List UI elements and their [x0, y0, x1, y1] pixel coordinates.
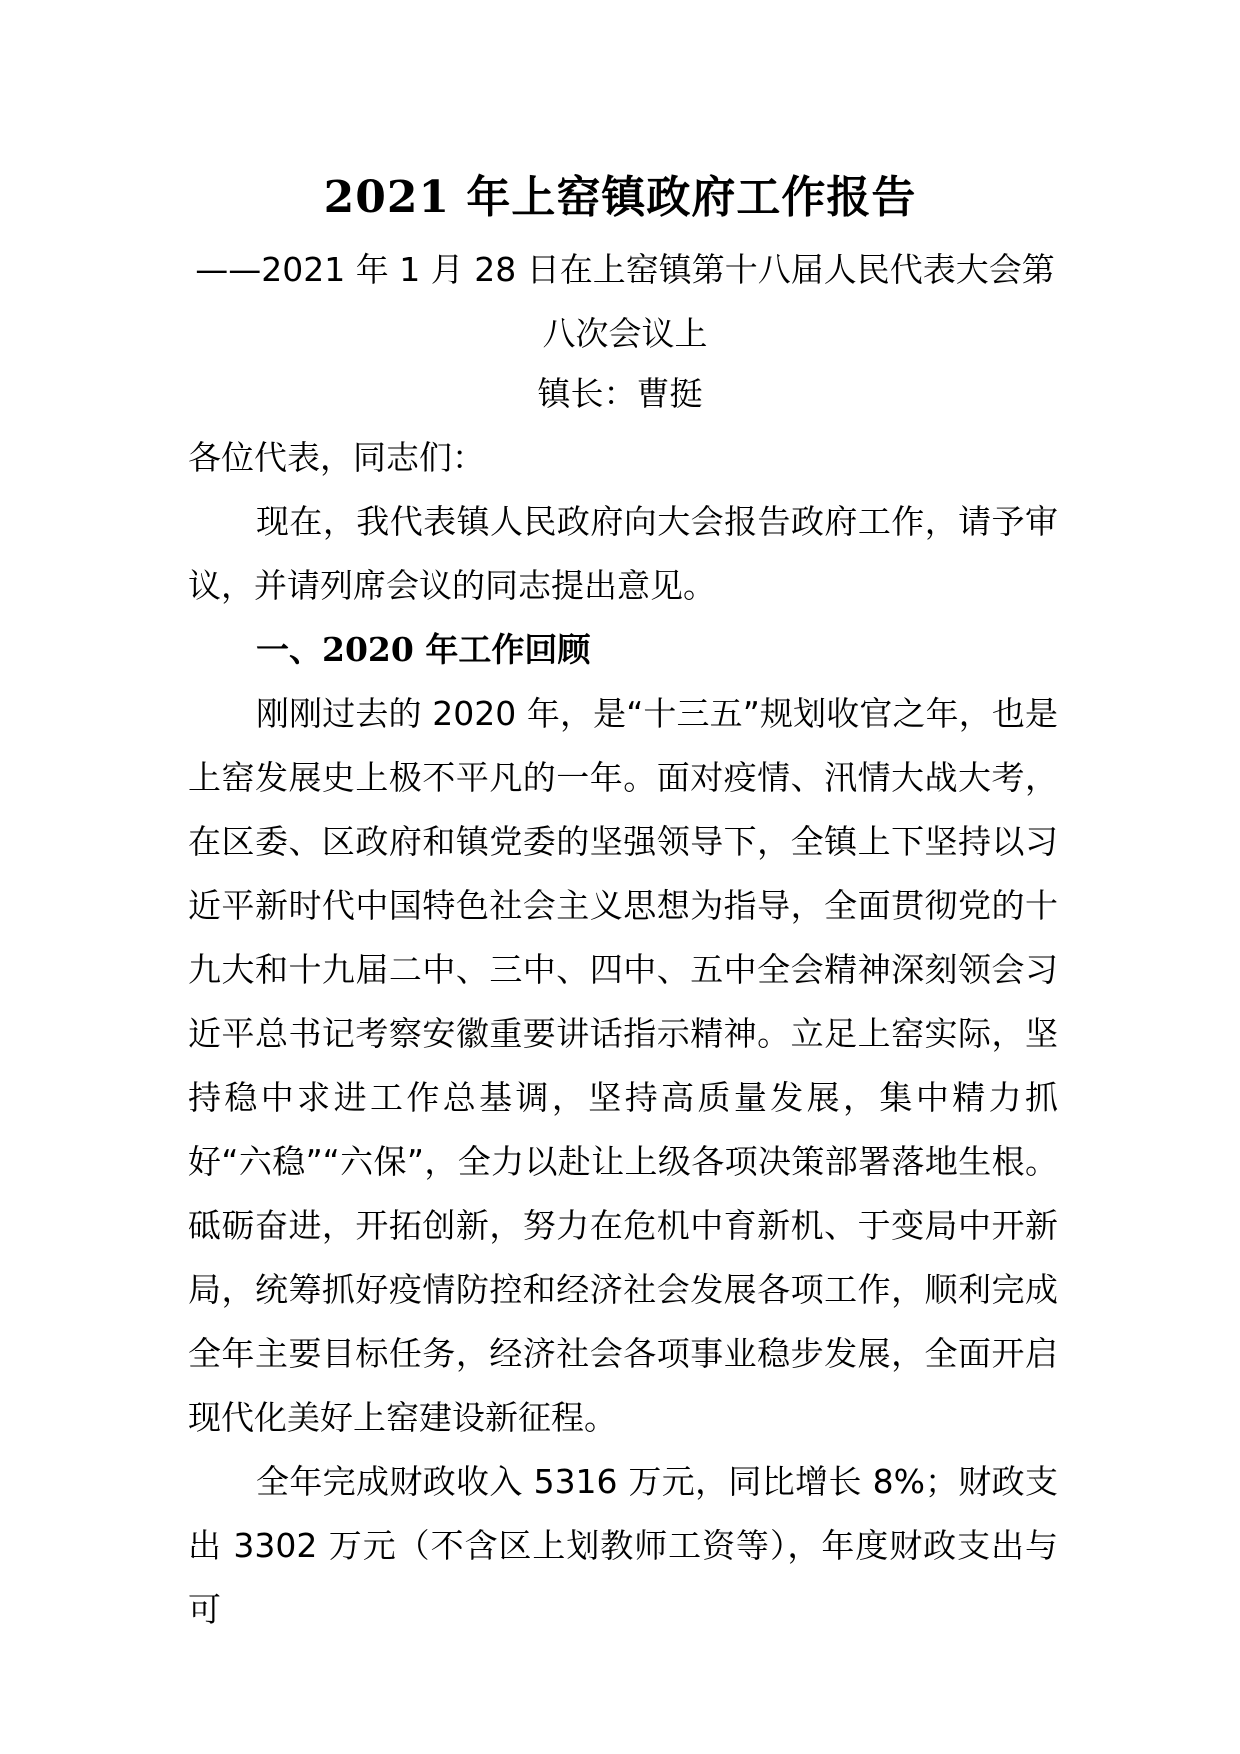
section-heading: 一、2020 年工作回顾 [256, 630, 591, 669]
review-paragraph: 刚刚过去的 2020 年，是“十三五”规划收官之年，也是上窑发展史上极不平凡的一年。面对疫情、汛情大战大考，在区委、区政府和镇党委的坚强领导下，全镇上下坚持以习近平新时代中国特色社会主义思想为指导，全面贯彻党的十九大和十九届二中、三中、四中、五中全会精神深刻领会习近平总书记考察安徽重要讲话指示精神。立足上窑实际，坚持稳中求进工作总基调，坚持高质量发展，集中精力抓好“六稳”“六保”，全力以赴让上级各项决策部署落地生根。砥砺奋进，开拓创新，努力在危机中育新机、于变局中开新局，统筹抓好疫情防控和经济社会发展各项工作，顺利完成全年主要目标任务，经济社会各项事业稳步发展，全面开启现代化美好上窑建设新征程。 [188, 694, 1058, 1437]
document-subtitle: ——2021 年 1 月 28 日在上窑镇第十八届人民代表大会第八次会议上 [195, 250, 1055, 353]
document-title: 2021 年上窑镇政府工作报告 [323, 172, 917, 223]
salutation: 各位代表，同志们： [188, 438, 485, 477]
finance-paragraph: 全年完成财政收入 5316 万元，同比增长 8%；财政支出 3302 万元（不含区上划教师工资等），年度财政支出与可 [188, 1462, 1058, 1629]
document-author: 镇长：曹挺 [537, 374, 703, 413]
intro-paragraph: 现在，我代表镇人民政府向大会报告政府工作，请予审议，并请列席会议的同志提出意见。 [188, 502, 1058, 605]
